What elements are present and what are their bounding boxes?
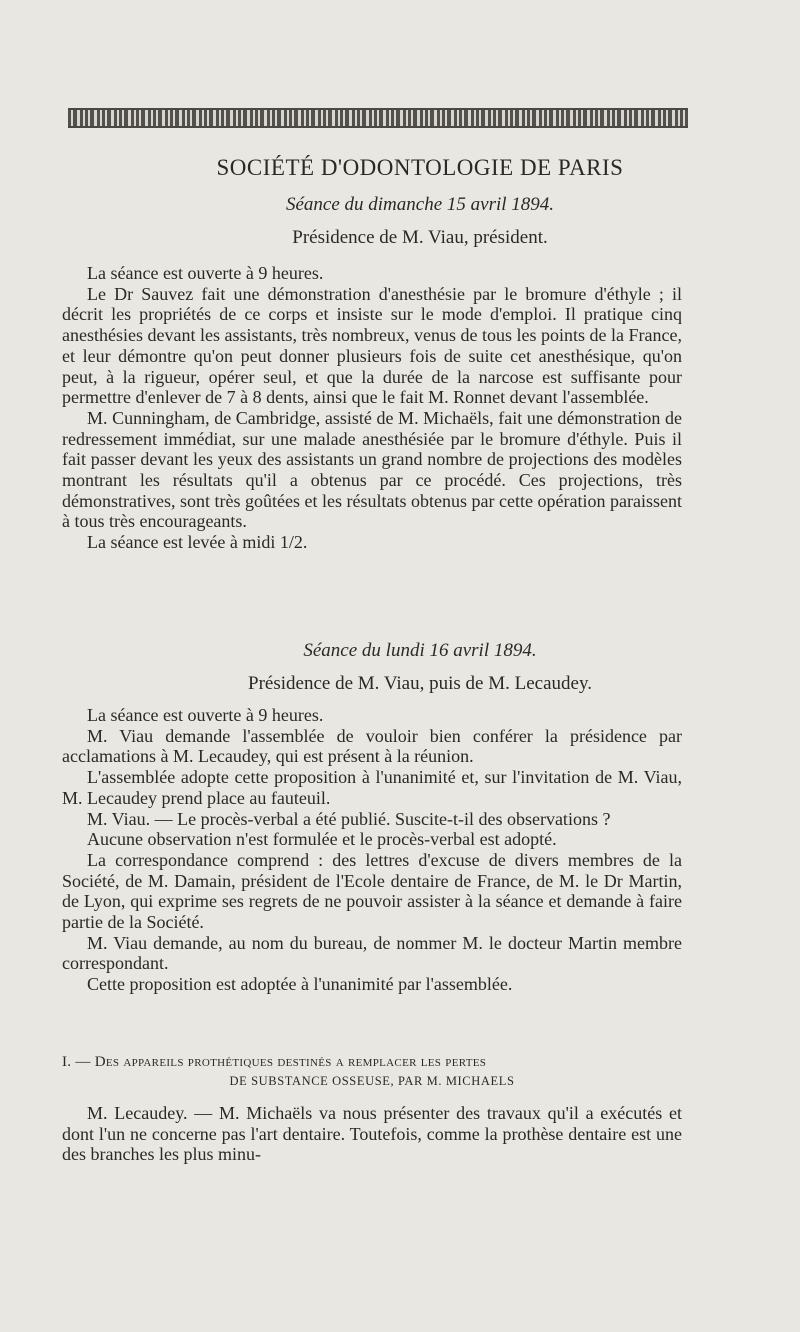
paragraph: Cette proposition est adoptée à l'unanimité par l'assemblée.: [87, 974, 513, 995]
section-heading-line1: I. — Des appareils prothétiques destinés a remplacer les pertes: [62, 1054, 487, 1070]
session2-date: Séance du lundi 16 avril 1894.: [303, 640, 537, 661]
paragraph: M. Viau demande, au nom du bureau, de nommer M. le docteur Martin membre correspondant.: [62, 932, 682, 974]
paragraph: L'assemblée adopte cette proposition à l'unanimité et, sur l'invitation de M. Viau, M. Lecaudey prend place au fauteuil.: [62, 767, 682, 808]
paragraph: La séance est levée à midi 1/2.: [87, 532, 308, 553]
paragraph: La séance est ouverte à 9 heures.: [87, 705, 324, 725]
section-heading: [62, 1053, 682, 1091]
page-title: SOCIÉTÉ D'ODONTOLOGIE DE PARIS: [216, 155, 624, 180]
session1-presidency: Présidence de M. Viau, président.: [292, 227, 548, 248]
paragraph: M. Viau. — Le procès-verbal a été publié. Suscite-t-il des observations ?: [87, 808, 611, 829]
paragraph: M. Viau demande l'assemblée de vouloir bien conférer la présidence par acclamations à M. Lecaudey, qui est présent à la réunion.: [62, 725, 682, 767]
paragraph: M. Lecaudey. — M. Michaëls va nous présenter des travaux qu'il a exécutés et dont l'un ne concerne pas l'art dentaire. Toutefois, comme la prothèse dentaire est une des branches les plus minu-: [62, 1103, 682, 1165]
session2-presidency: Présidence de M. Viau, puis de M. Lecaudey.: [248, 673, 592, 694]
paragraph: La correspondance comprend : des lettres d'excuse de divers membres de la Société, de M. Damain, président de l'Ecole dentaire de France, de M. le Dr Martin, de Lyon, qui exprime ses regrets de ne pouvoir assister à la séance et demande à faire partie de la Société.: [62, 849, 682, 933]
section-heading-line2: DE SUBSTANCE OSSEUSE, PAR M. MICHAELS: [229, 1074, 515, 1088]
session1-body: [62, 263, 682, 553]
paragraph: Le Dr Sauvez fait une démonstration d'anesthésie par le bromure d'éthyle ; il décrit les propriétés de ce corps et insiste sur le mode d'emploi. Il pratique cinq anesthésies devant les assistants, très nombreux, venus de tous les points de la France, et leur démontre qu'on peut donner plusieurs fois de suite cet anesthésique, qu'on peut, à la rigueur, opérer seul, et que la durée de la narcose est suffisante pour permettre d'enlever de 7 à 8 dents, ainsi que le fait M. Ronnet devant l'assemblée.: [62, 283, 682, 408]
section-body: [62, 1103, 682, 1165]
session1-date: Séance du dimanche 15 avril 1894.: [285, 194, 555, 215]
session2-body: [62, 705, 682, 995]
paragraph: La séance est ouverte à 9 heures.: [87, 263, 324, 283]
decorative-border: [68, 108, 688, 128]
paragraph: Aucune observation n'est formulée et le procès-verbal est adopté.: [87, 829, 557, 850]
paragraph: M. Cunningham, de Cambridge, assisté de M. Michaëls, fait une démonstration de redressement immédiat, sur une malade anesthésiée par le bromure d'éthyle. Puis il fait passer devant les yeux des assistants un grand nombre de projections des modèles montrant les résultats qu'il a obtenus par ce procédé. Ces projections, très démonstratives, sont très goûtées et les résultats obtenus par cette opération paraissent à tous très encourageants.: [62, 407, 682, 532]
